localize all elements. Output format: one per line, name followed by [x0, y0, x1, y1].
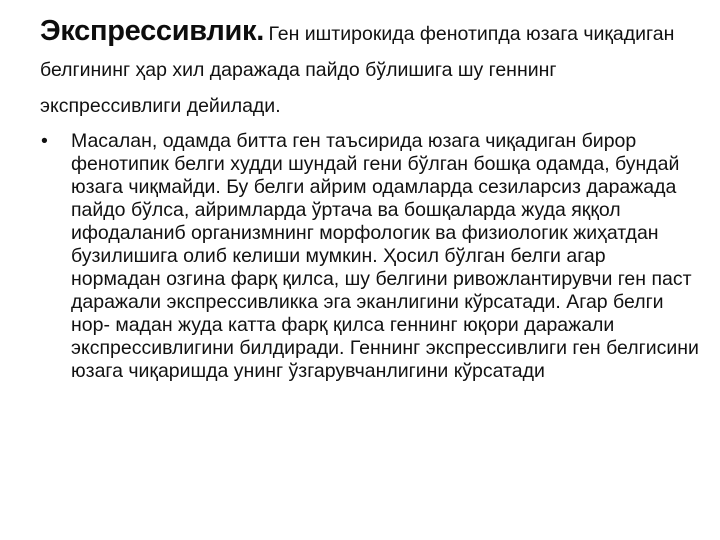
slide-title — [40, 14, 690, 125]
bullet-list — [40, 130, 700, 383]
bullet-item — [40, 130, 700, 383]
bullet-marker: • — [41, 130, 48, 152]
title-term: Экспрессивлик. — [40, 15, 265, 47]
title-definition: Ген иштирокида фенотипда юзага чиқадиган белгининг ҳар хил даражада пайдо бўлишига шу геннинг экспрессивлиги дейилади. — [40, 23, 675, 117]
bullet-text: Масалан, одамда битта ген таъсирида юзага чиқадиган бирор фенотипик белги худди шундай гени бўлган бошқа одамда, бундай юзага чиқмайди. Бу белги айрим одамларда сезиларсиз даражада пайдо бўлса, айримларда ўртача ва бошқаларда жуда яққол ифодаланиб организмнинг морфологик ва физиологик жиҳатдан бузилишига олиб келиши мумкин. Ҳосил бўлган белги агар нормадан озгина фарқ қилса, шу белгини ривожлантирувчи ген паст даражали экспрессивликка эга эканлигини кўрсатади. Агар белги нор- мадан жуда катта фарқ қилса геннинг юқори даражали экспрессивлигини билдиради. Геннинг экспрессивлиги ген белгисини юзага чиқаришда унинг ўзгарувчанлигини кўрсатади — [71, 130, 699, 382]
